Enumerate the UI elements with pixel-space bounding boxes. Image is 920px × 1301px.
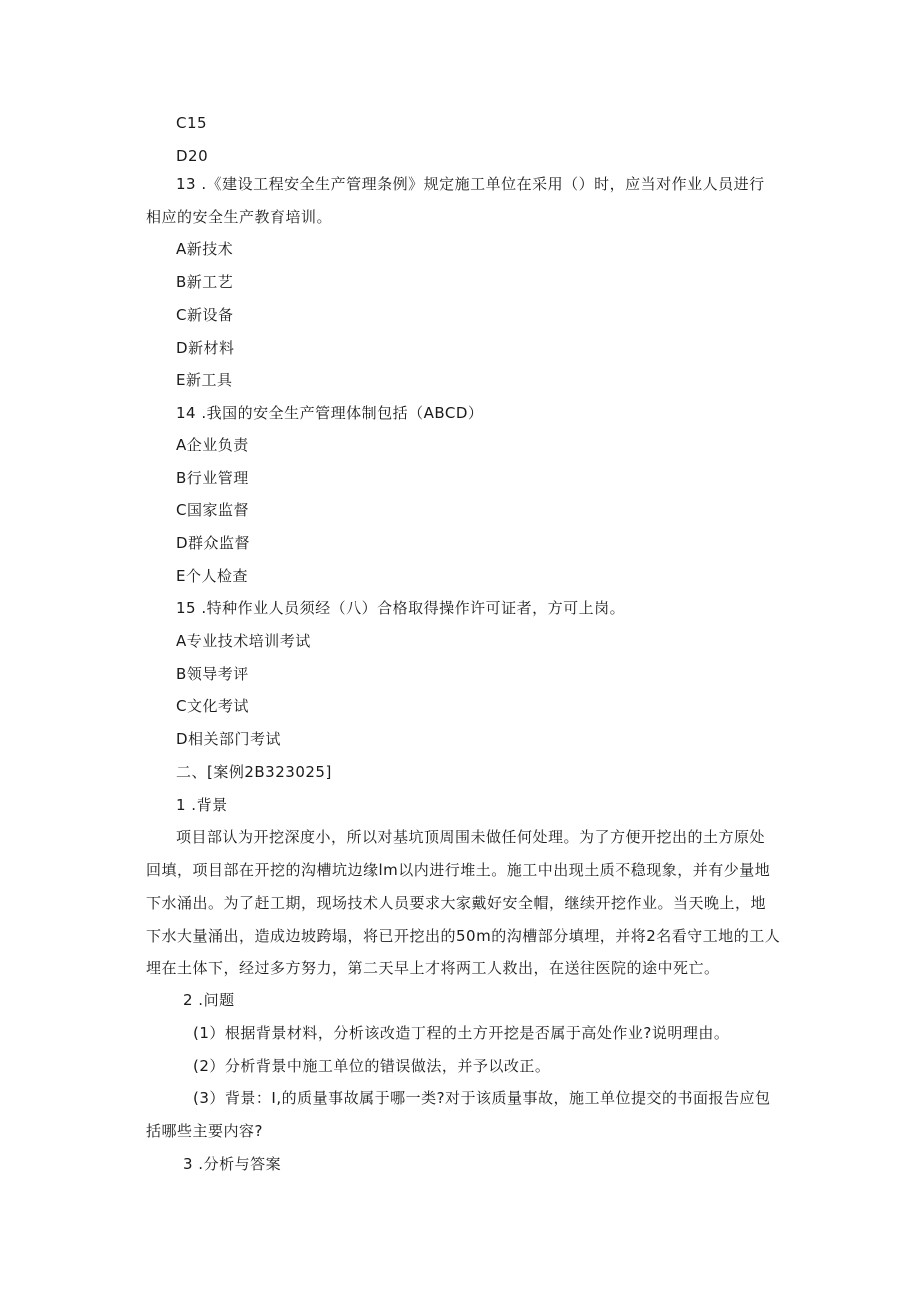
question-13-option-b: B新工艺 (176, 273, 234, 291)
question-15-option-d: D相关部门考试 (176, 730, 282, 748)
background-paragraph-line4: 下水大量涌出，造成边坡跨塌，将已开挖出的50m的沟槽部分填埋，并将2名看守工地的工人 (146, 927, 781, 945)
question-14-option-e: E个人检查 (176, 567, 248, 585)
question-13-option-e: E新工具 (176, 371, 233, 389)
question-item-3-line1: (3）背景：I,的质量事故属于哪一类?对于该质量事故，施工单位提交的书面报告应包 (193, 1089, 771, 1107)
question-14-option-b: B行业管理 (176, 469, 249, 487)
background-paragraph-line3: 下水涌出。为了赶工期，现场技术人员要求大家戴好安全帽，继续开挖作业。当天晚上，地 (146, 894, 767, 912)
section-background-heading: 1 .背景 (176, 796, 228, 814)
question-14-option-c: C国家监督 (176, 501, 249, 519)
question-13-line2: 相应的安全生产教育培训。 (146, 208, 333, 226)
question-15-option-c: C文化考试 (176, 697, 249, 715)
background-paragraph-line2: 回填，项目部在开挖的沟槽坑边缘lm以内进行堆土。施工中出现土质不稳现象，并有少量地 (146, 861, 771, 879)
question-item-1: (1）根据背景材料，分析该改造丁程的土方开挖是否属于高处作业?说明理由。 (193, 1024, 730, 1042)
question-15: 15 .特种作业人员须经（八）合格取得操作许可证者，方可上岗。 (176, 599, 626, 617)
background-paragraph-line5: 埋在土体下，经过多方努力，第二天早上才将两工人救出，在送往医院的途中死亡。 (146, 959, 720, 977)
option-c15: C15 (176, 114, 208, 132)
question-13-option-d: D新材料 (176, 339, 235, 357)
section-analysis-heading: 3 .分析与答案 (183, 1155, 282, 1173)
question-item-2: (2）分析背景中施工单位的错误做法，并予以改正。 (193, 1057, 551, 1075)
question-13-option-c: C新设备 (176, 306, 234, 324)
question-14: 14 .我国的安全生产管理体制包括（ABCD） (176, 404, 484, 422)
option-d20: D20 (176, 147, 209, 165)
question-14-option-d: D群众监督 (176, 534, 251, 552)
question-14-option-a: A企业负责 (176, 436, 249, 454)
question-13-line1: 13 .《建设工程安全生产管理条例》规定施工单位在采用（）时，应当对作业人员进行 (176, 175, 765, 193)
question-item-3-line2: 括哪些主要内容? (146, 1122, 263, 1140)
question-15-option-b: B领导考评 (176, 665, 249, 683)
question-13-option-a: A新技术 (176, 240, 234, 258)
case-title: 二、[案例2B323025] (176, 763, 332, 781)
question-15-option-a: A专业技术培训考试 (176, 632, 311, 650)
section-questions-heading: 2 .问题 (183, 991, 235, 1009)
background-paragraph-line1: 项目部认为开挖深度小，所以对基坑顶周围未做任何处理。为了方便开挖出的土方原处 (176, 828, 766, 846)
